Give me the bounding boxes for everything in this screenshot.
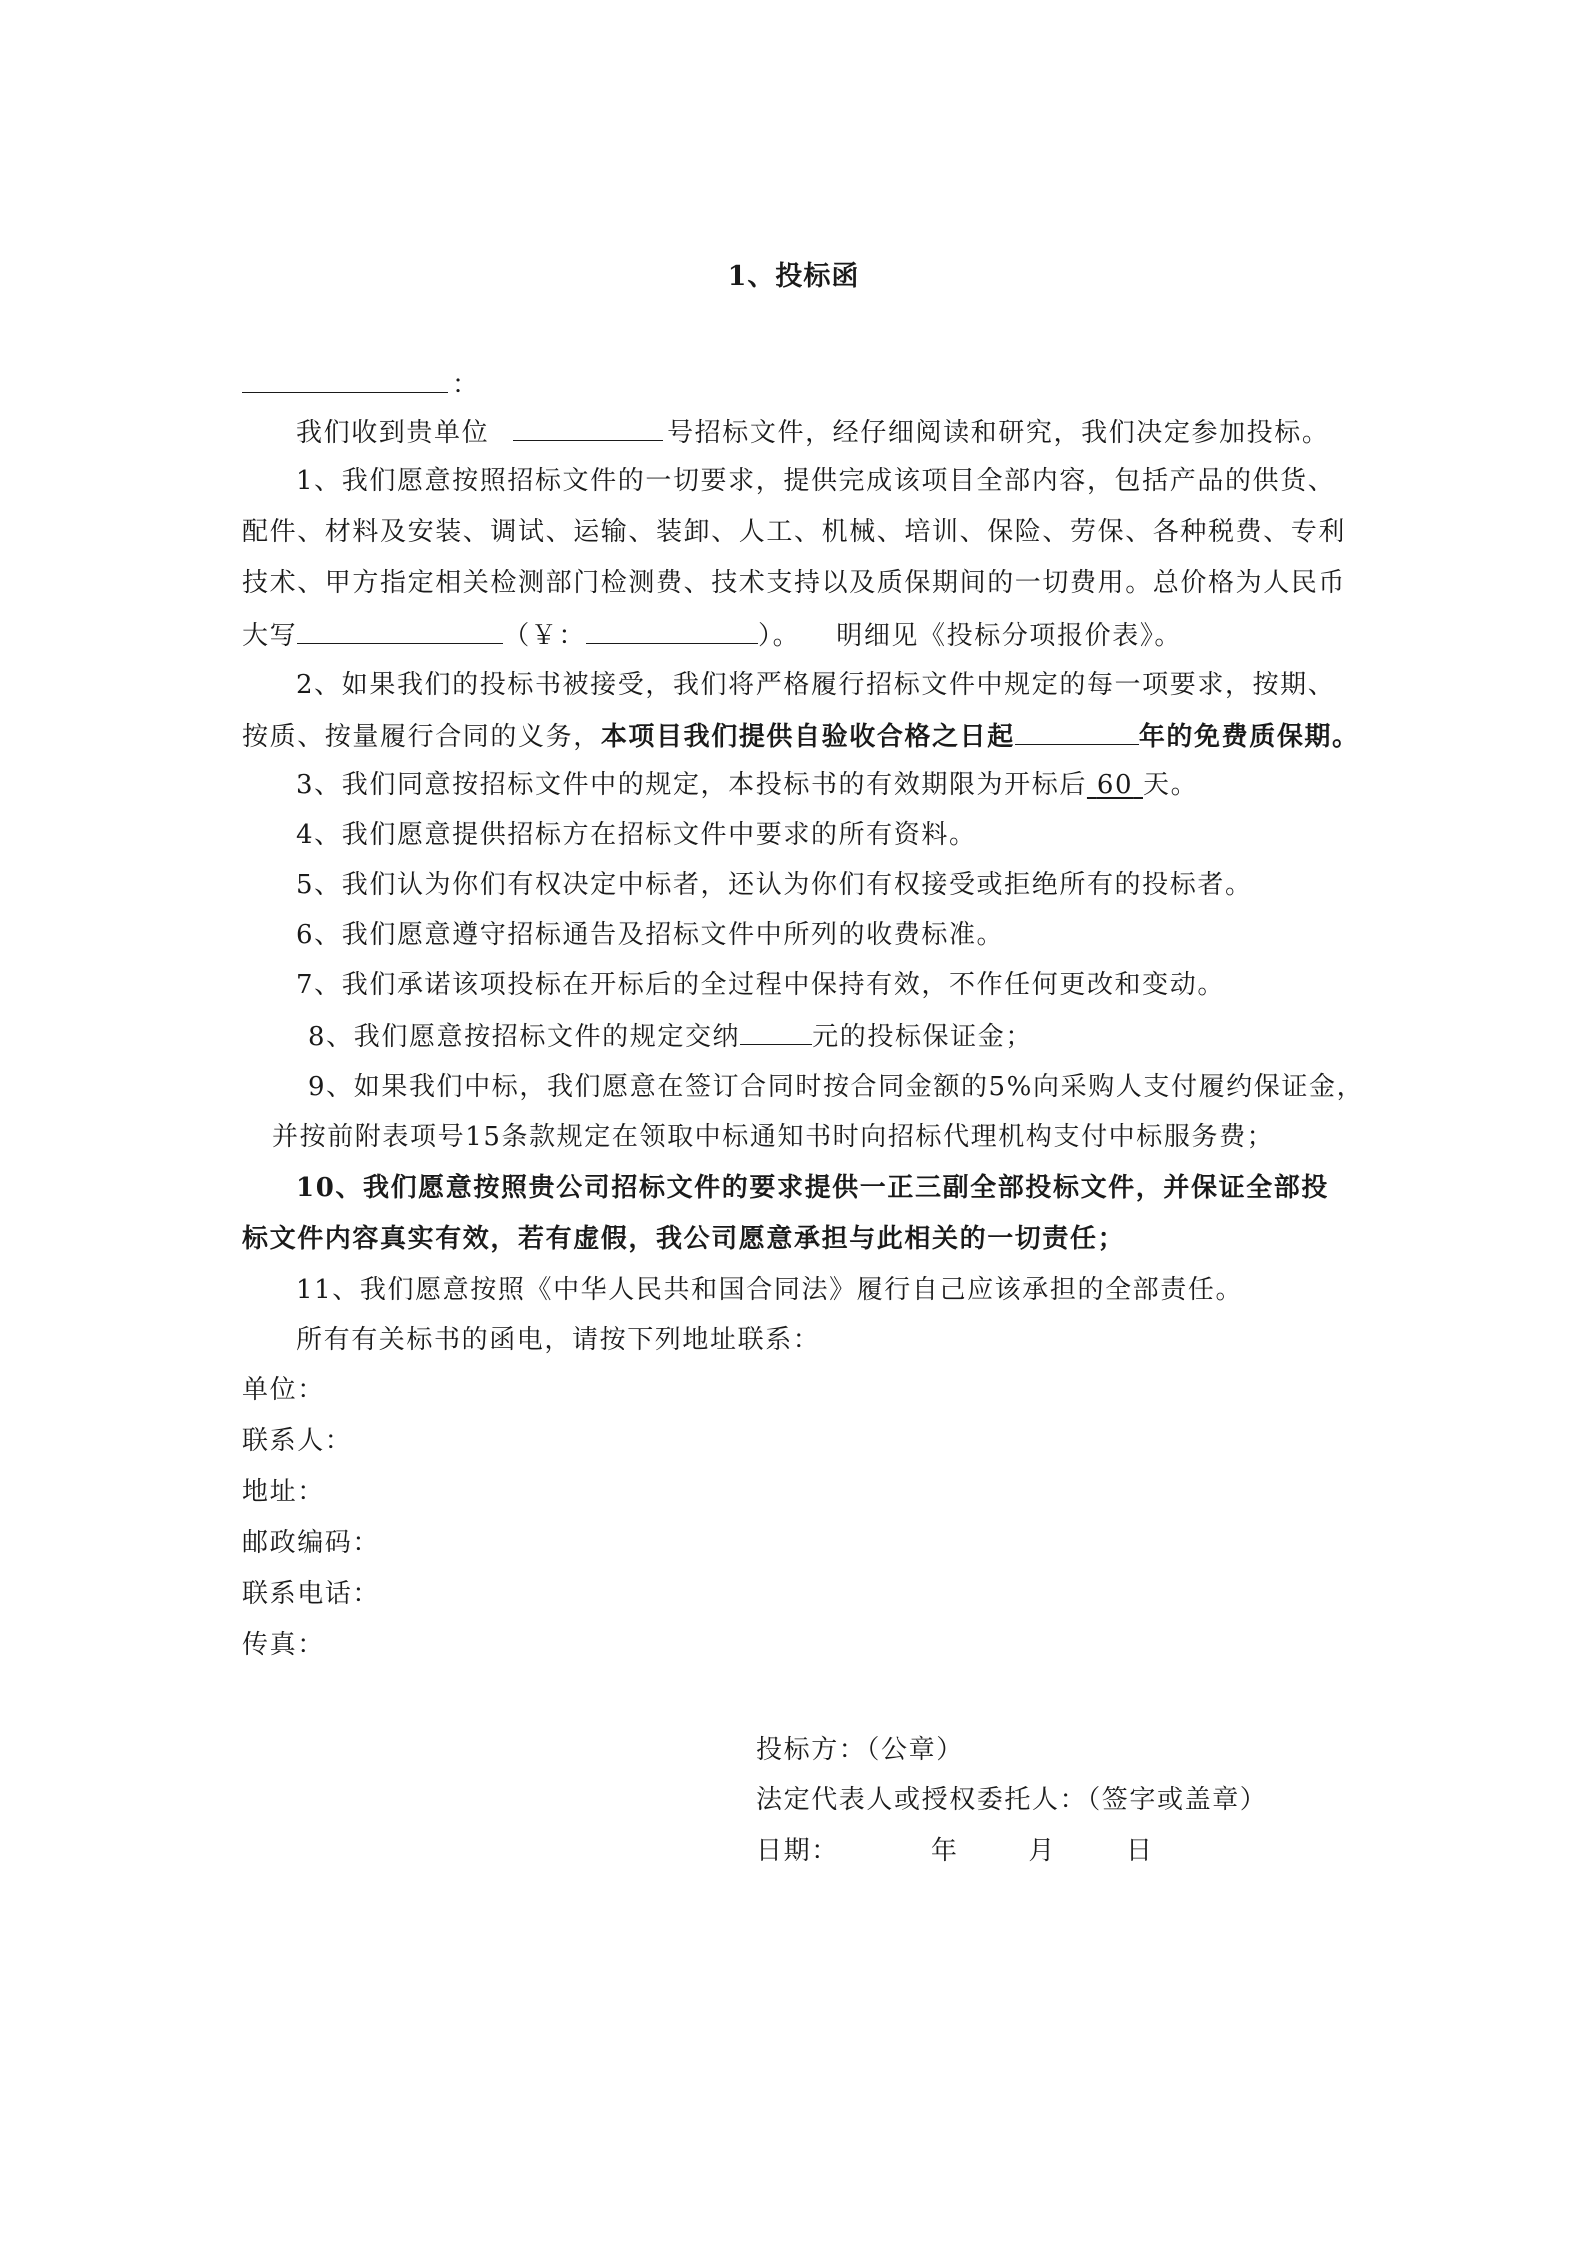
item1-line1: 1、我们愿意按照招标文件的一切要求，提供完成该项目全部内容，包括产品的供货、 [296,466,1336,496]
item9-line2: 并按前附表项号15条款规定在领取中标通知书时向招标代理机构支付中标服务费； [272,1122,1275,1152]
intro-after: 号招标文件，经仔细阅读和研究，我们决定参加投标。 [667,418,1330,448]
date-year: 年 [930,1836,959,1866]
intro-before: 我们收到贵单位 [296,418,490,448]
total-price-number-blank [586,617,758,644]
item2-warranty-end: 年的免费质保期。 [1138,722,1360,752]
item10-line1: 10、我们愿意按照贵公司招标文件的要求提供一正三副全部投标文件，并保证全部投 [296,1173,1329,1203]
date-day: 日 [1126,1836,1154,1866]
warranty-years-blank [1015,718,1139,745]
item1-uppercase-label: 大写 [242,621,298,651]
total-price-words-blank [297,617,503,644]
signature-bidder: 投标方：（公章） [756,1735,964,1765]
item3-suffix: 天。 [1143,770,1199,800]
contact-unit: 单位： [242,1375,325,1405]
contact-postcode: 邮政编码： [242,1528,381,1558]
contact-intro: 所有有关标书的函电，请按下列地址联系： [296,1325,821,1355]
item2-line2 [242,718,1360,754]
item11: 11、我们愿意按照《中华人民共和国合同法》履行自己应该承担的全部责任。 [296,1275,1244,1305]
item1-line4 [242,617,1182,653]
date-label: 日期： [756,1836,839,1866]
item4: 4、我们愿意提供招标方在招标文件中要求的所有资料。 [296,820,977,850]
item1-close: ）。 [758,621,801,651]
contact-address: 地址： [242,1477,325,1507]
item3-days: 60 [1096,770,1134,800]
item1-line2: 配件、材料及安装、调试、运输、装卸、人工、机械、培训、保险、劳保、各种税费、专利 [242,517,1347,547]
item3 [296,768,1198,802]
item8-suffix: 元的投标保证金； [812,1022,1033,1052]
item2-obligation: 按质、按量履行合同的义务， [242,722,601,752]
addressee-line [242,366,480,402]
contact-phone: 联系电话： [242,1579,381,1609]
addressee-blank [242,366,448,393]
item1-detail: 明细见《投标分项报价表》。 [836,621,1183,651]
addressee-suffix: ： [452,370,480,400]
item10-line2: 标文件内容真实有效，若有虚假，我公司愿意承担与此相关的一切责任； [242,1224,1126,1254]
item8 [308,1018,1033,1054]
item5: 5、我们认为你们有权决定中标者，还认为你们有权接受或拒绝所有的投标者。 [296,870,1253,900]
item1-yen-label: （￥： [503,621,587,651]
item2-line1: 2、如果我们的投标书被接受，我们将严格履行招标文件中规定的每一项要求，按期、 [296,670,1336,700]
item6: 6、我们愿意遵守招标通告及招标文件中所列的收费标准。 [296,920,1005,950]
contact-fax: 传真： [242,1630,325,1660]
item1-line3: 技术、甲方指定相关检测部门检测费、技术支持以及质保期间的一切费用。总价格为人民币 [242,568,1347,598]
intro-paragraph [296,414,1329,450]
item2-warranty-start: 本项目我们提供自验收合格之日起 [600,722,1015,752]
tender-number-blank [513,414,663,441]
item7: 7、我们承诺该项投标在开标后的全过程中保持有效，不作任何更改和变动。 [296,970,1225,1000]
contact-person: 联系人： [242,1426,353,1456]
signature-date [756,1834,1154,1868]
date-month: 月 [1028,1836,1057,1866]
item3-text: 3、我们同意按招标文件中的规定，本投标书的有效期限为开标后 [296,770,1087,800]
signature-representative: 法定代表人或授权委托人：（签字或盖章） [756,1785,1268,1815]
item8-text: 8、我们愿意按招标文件的规定交纳 [308,1022,741,1052]
item9-line1: 9、如果我们中标，我们愿意在签订合同时按合同金额的5%向采购人支付履约保证金， [308,1072,1365,1102]
deposit-amount-blank [740,1018,812,1045]
document-title: 1、投标函 [727,261,860,292]
